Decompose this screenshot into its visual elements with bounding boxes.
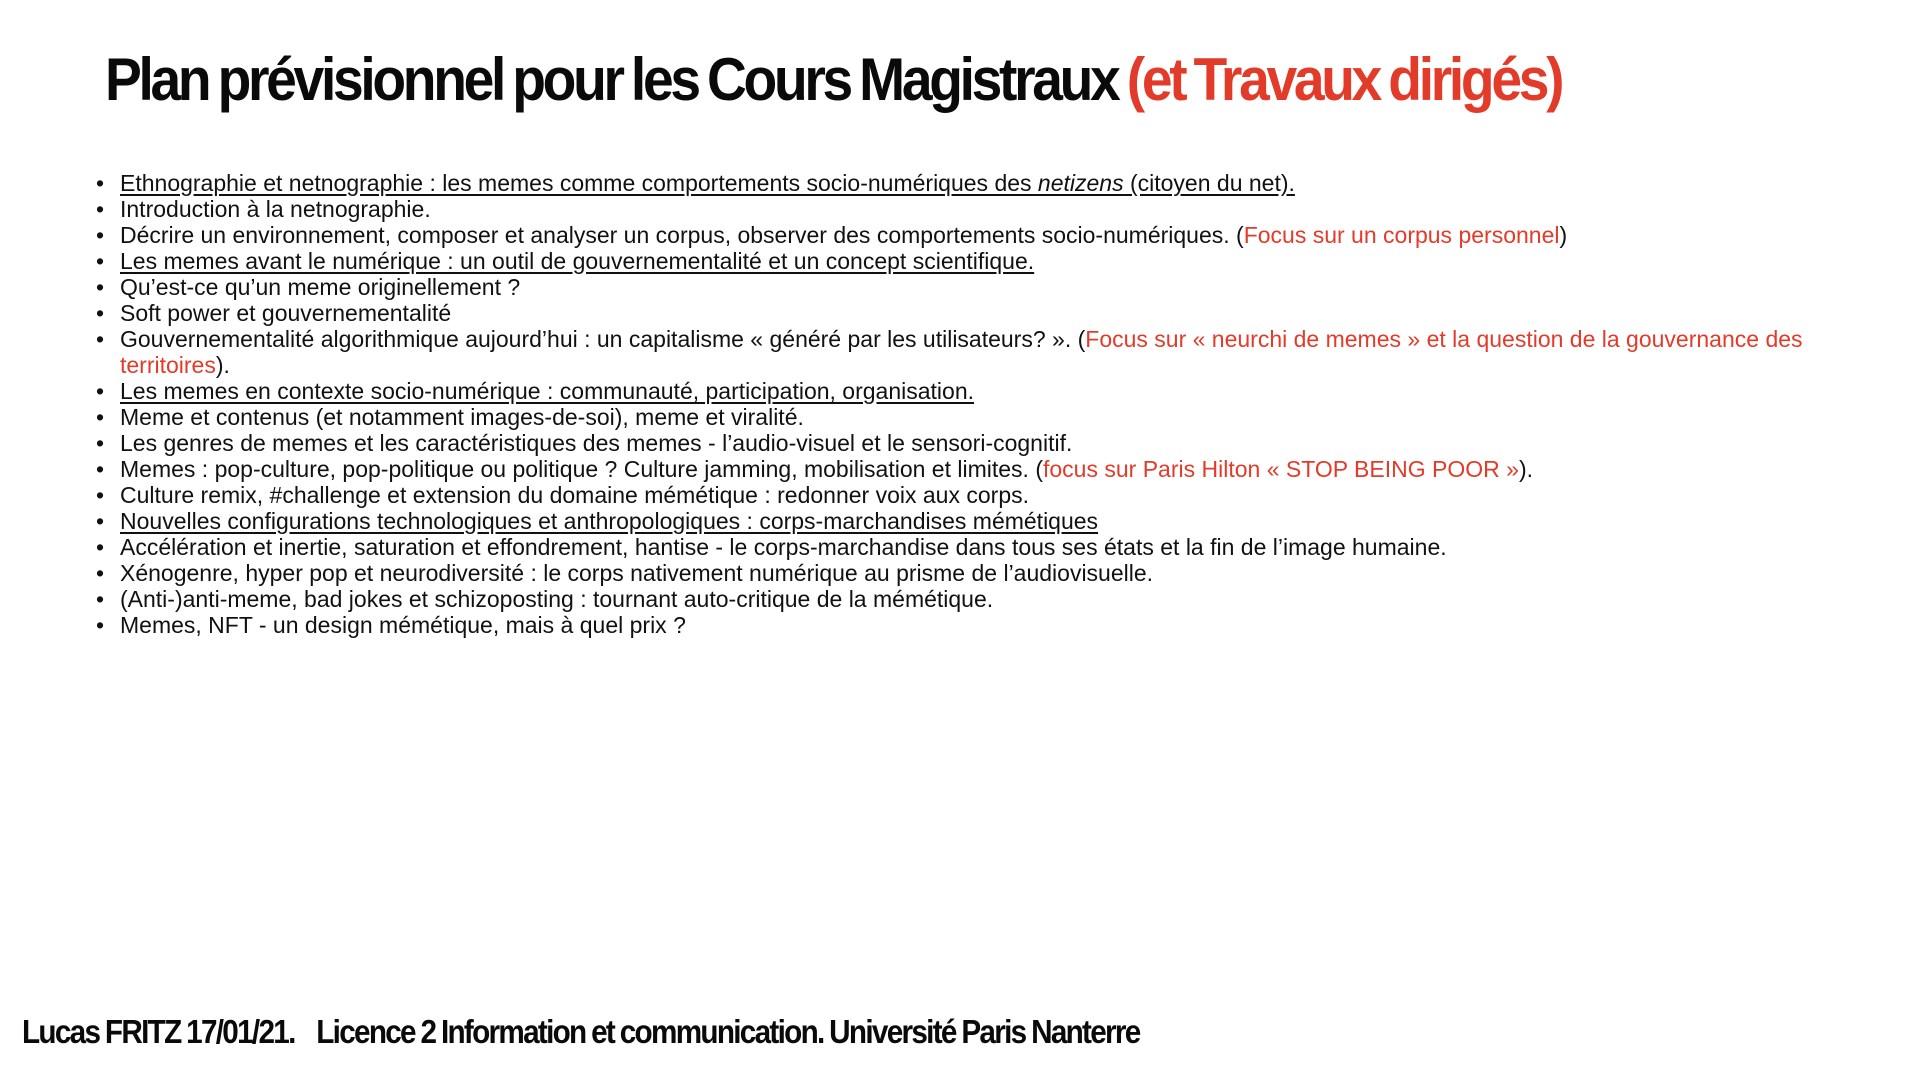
title-accent: (et Travaux dirigés)	[1126, 46, 1562, 113]
section-heading: • Les memes avant le numérique : un outil de gouvernementalité et un concept scientifique.	[96, 248, 1836, 274]
list-item: • Xénogenre, hyper pop et neurodiversité : le corps nativement numérique au prisme de l’audiovisuelle.	[96, 560, 1836, 586]
list-item: • (Anti-)anti-meme, bad jokes et schizoposting : tournant auto-critique de la mémétique.	[96, 586, 1836, 612]
list-item: • Memes, NFT - un design mémétique, mais à quel prix ?	[96, 612, 1836, 638]
footer-author: Lucas FRITZ 17/01/21.	[22, 1013, 295, 1050]
focus-note: Focus sur un corpus personnel	[1243, 222, 1560, 248]
netizens-term: netizens	[1037, 170, 1124, 196]
focus-note: Focus sur « neurchi de memes » et la question de la gouvernance des territoires	[120, 326, 1803, 378]
list-item: • Gouvernementalité algorithmique aujourd’hui : un capitalisme « généré par les utilisateurs? ». (Focus sur « neurchi de memes » et la question de la gouvernance des territoires).	[96, 326, 1836, 378]
section-heading: • Ethnographie et netnographie : les memes comme comportements socio-numériques des netizens (citoyen du net).	[96, 170, 1836, 196]
list-item: • Meme et contenus (et notamment images-de-soi), meme et viralité.	[96, 404, 1836, 430]
list-item: • Décrire un environnement, composer et analyser un corpus, observer des comportements socio-numériques. (Focus sur un corpus personnel)	[96, 222, 1836, 248]
list-item: • Accélération et inertie, saturation et effondrement, hantise - le corps-marchandise dans tous ses états et la fin de l’image humaine.	[96, 534, 1836, 560]
list-item: • Les genres de memes et les caractéristiques des memes - l’audio-visuel et le sensori-cognitif.	[96, 430, 1836, 456]
list-item: • Qu’est-ce qu’un meme originellement ?	[96, 274, 1836, 300]
footer-course: Licence 2 Information et communication. Université Paris Nanterre	[316, 1013, 1140, 1050]
section-heading: • Nouvelles configurations technologiques et anthropologiques : corps-marchandises mémétiques	[96, 508, 1836, 534]
list-item: • Soft power et gouvernementalité	[96, 300, 1836, 326]
focus-note: focus sur Paris Hilton « STOP BEING POOR »	[1043, 456, 1519, 482]
list-item: • Memes : pop-culture, pop-politique ou politique ? Culture jamming, mobilisation et limites. (focus sur Paris Hilton « STOP BEING POOR »).	[96, 456, 1836, 482]
list-item: • Culture remix, #challenge et extension du domaine mémétique : redonner voix aux corps.	[96, 482, 1836, 508]
course-outline	[96, 170, 1836, 638]
slide-footer	[22, 1010, 1140, 1054]
title-main: Plan prévisionnel pour les Cours Magistraux	[105, 46, 1127, 113]
slide-title	[105, 40, 1561, 120]
section-heading: • Les memes en contexte socio-numérique : communauté, participation, organisation.	[96, 378, 1836, 404]
list-item: • Introduction à la netnographie.	[96, 196, 1836, 222]
